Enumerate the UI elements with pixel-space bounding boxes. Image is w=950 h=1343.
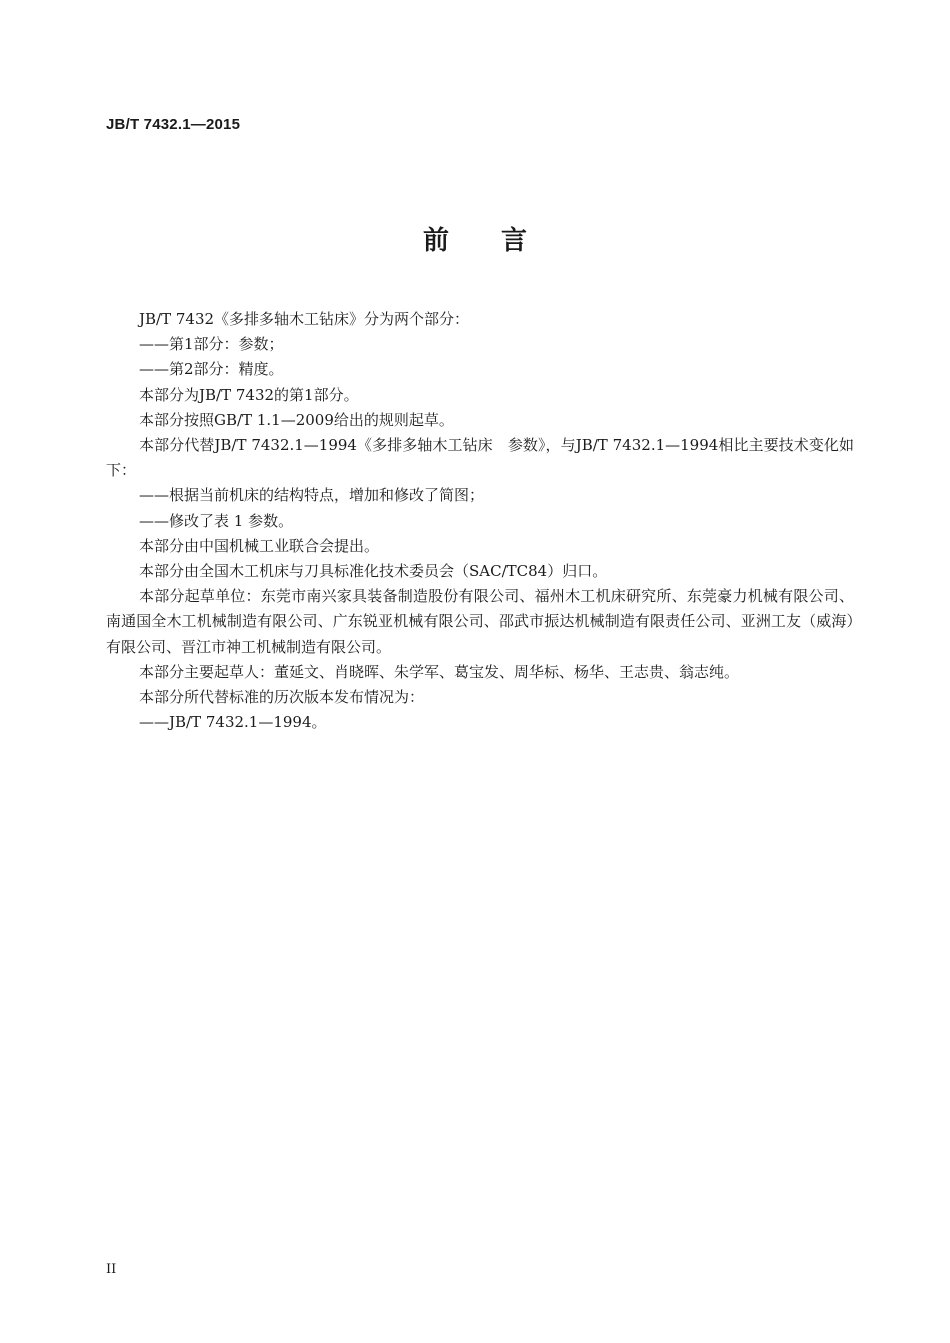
- page-number: II: [106, 1262, 117, 1277]
- paragraph: JB/T 7432《多排多轴木工钻床》分为两个部分：: [139, 310, 470, 328]
- paragraph: 本部分按照GB/T 1.1—2009给出的规则起草。: [139, 410, 454, 429]
- paragraph: 本部分所代替标准的历次版本发布情况为：: [139, 688, 425, 707]
- paragraph: 本部分为JB/T 7432的第1部分。: [139, 385, 359, 404]
- document-code: JB/T 7432.1—2015: [106, 116, 241, 133]
- paragraph: ——根据当前机床的结构特点，增加和修改了简图；: [139, 486, 485, 505]
- paragraph: ——修改了表 1 参数。: [139, 511, 294, 530]
- section-title: 前言: [422, 226, 579, 256]
- foreword-body: [106, 307, 854, 735]
- paragraph: ——JB/T 7432.1—1994。: [139, 713, 327, 732]
- paragraph: 本部分由中国机械工业联合会提出。: [139, 536, 380, 555]
- paragraph: 本部分代替JB/T 7432.1—1994《多排多轴木工钻床 参数》，与JB/T 7432.1—1994相比主要技术变化如下：: [106, 436, 854, 480]
- paragraph: ——第1部分：参数；: [139, 335, 284, 354]
- paragraph: 本部分由全国木工机床与刀具标准化技术委员会（SAC/TC84）归口。: [139, 562, 608, 581]
- paragraph: ——第2部分：精度。: [139, 360, 284, 379]
- paragraph: 本部分起草单位：东莞市南兴家具装备制造股份有限公司、福州木工机床研究所、东莞豪力机械有限公司、南通国全木工机械制造有限公司、广东锐亚机械有限公司、邵武市振达机械制造有限责任公司、亚洲工友（威海）有限公司、晋江市神工机械制造有限公司。: [106, 587, 854, 656]
- paragraph: 本部分主要起草人：董延文、肖晓晖、朱学军、葛宝发、周华标、杨华、王志贵、翁志纯。: [139, 662, 740, 681]
